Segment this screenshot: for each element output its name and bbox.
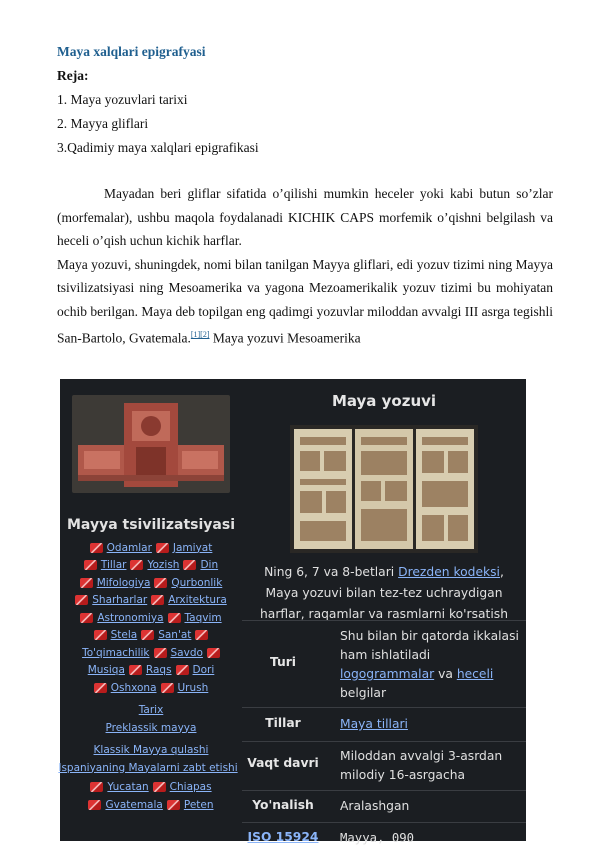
civilization-title: Mayya tsivilizatsiyasi [67,517,235,533]
nav-link-peten[interactable]: Peten [183,798,214,811]
nav-row [60,592,242,610]
nav-row [60,779,242,797]
plan-item: 1. Maya yozuvlari tarixi [57,92,188,107]
infobox-title: Maya yozuvi [331,392,437,410]
flag-icon [161,683,174,693]
row-value [340,715,520,734]
nav-link-musiqa[interactable]: Musiqa [87,664,125,677]
flag-icon [156,543,169,553]
nav-link-yucatan[interactable]: Yucatan [107,781,149,794]
paragraph-maya-script [57,253,553,351]
row-key: Vaqt davri [247,756,319,770]
paragraph-tail: Maya yozuvi Mesoamerika [209,330,361,346]
nav-row [60,539,242,557]
flag-icon [151,595,164,605]
dresden-codex-image[interactable] [290,425,478,553]
nav-link-odamlar[interactable]: Odamlar [106,541,152,554]
flag-icon [195,630,208,640]
flag-icon [80,613,93,623]
flag-icon [88,800,101,810]
flag-icon [90,543,103,553]
row-value-text: va [434,667,457,681]
syllabic-link[interactable]: heceli [456,667,494,681]
iso-15924-link[interactable]: ISO 15924 [247,830,319,844]
nav-link-toqimachilik[interactable]: To'qimachilik [82,646,150,659]
nav-link-astronomiya[interactable]: Astronomiya [97,611,164,624]
wiki-infobox-screenshot [58,379,526,845]
nav-link-qurbonlik[interactable]: Qurbonlik [171,576,223,589]
row-value: Aralashgan [340,799,410,813]
flag-icon [154,578,167,588]
nav-link-tillar[interactable]: Tillar [100,559,127,572]
nav-row [60,627,242,645]
row-key: Turi [269,655,297,669]
nav-link-sanat[interactable]: San'at [158,629,192,642]
flag-icon [80,578,93,588]
nav-link-sharharlar[interactable]: Sharharlar [92,594,148,607]
nav-row [60,557,242,575]
maya-relief-image [72,395,230,493]
nav-link-din[interactable]: Din [200,559,219,572]
nav-link-dori[interactable]: Dori [192,664,215,677]
nav-row [60,574,242,592]
row-value-text: belgilar [340,686,387,700]
nav-link-mifologiya[interactable]: Mifologiya [96,576,151,589]
row-value: Mayya, 090 [340,831,415,845]
caption-text: Ning 6, 7 va 8-betlari [264,565,399,579]
dresden-codex-link[interactable]: Drezden kodeksi [398,565,500,579]
nav-row [60,609,242,627]
caption-text: , Maya yozuvi bilan tez-tez uchraydigan harflar, raqamlar va rasmlarni ko'rsatish [260,565,508,621]
nav-link-yozish[interactable]: Yozish [147,559,180,572]
history-item [54,759,242,777]
flag-icon [168,613,181,623]
civilization-navbox [60,379,242,841]
flag-icon [167,800,180,810]
maya-languages-link[interactable]: Maya tillari [340,717,408,731]
table-row [242,707,526,741]
flag-icon [94,630,107,640]
row-value [340,627,520,703]
nav-row [60,796,242,814]
flag-icon [176,665,189,675]
flag-icon [153,782,166,792]
flag-icon [90,782,103,792]
logogram-link[interactable]: logogrammalar [340,667,435,681]
table-row [242,620,526,707]
plan-item: 3.Qadimiy maya xalqlari epigrafikasi [57,140,259,155]
tarix-heading [60,701,242,719]
flag-icon [183,560,196,570]
reference-link[interactable]: [1][2] [190,330,210,339]
plan-heading: Reja: [57,68,89,83]
paragraph-intro: Mayadan beri gliflar sifatida o’qilishi mumkin heceler yoki kabi butun so’zlar (morfemalar), ushbu maqola foydalanadi KICHIK CAPS morfemik o’qishni belgilash va heceli o’qish uchun kichik harflar. [57,186,553,248]
flag-icon [154,648,167,658]
flag-icon [141,630,154,640]
row-value-text: Shu bilan bir qatorda ikkalasi ham ishlatiladi [340,629,519,662]
nav-link-klassik-qulashi[interactable]: Klassik Mayya qulashi [93,743,209,756]
flag-icon [84,560,97,570]
row-key: Tillar [265,716,301,730]
nav-link-ispaniya-zabt[interactable]: Ispaniyaning Mayalarni zabt etishi [58,761,238,774]
plan-item: 2. Mayya gliflari [57,116,149,131]
nav-link-chiapas[interactable]: Chiapas [169,781,212,794]
nav-link-stela[interactable]: Stela [110,629,138,642]
nav-link-gvatemala[interactable]: Gvatemala [105,798,163,811]
info-table [242,620,526,853]
nav-link-raqs[interactable]: Raqs [145,664,172,677]
nav-row [60,662,242,680]
table-row [242,790,526,822]
nav-link-preklassik[interactable]: Preklassik mayya [105,721,197,734]
nav-link-urush[interactable]: Urush [177,681,209,694]
nav-link-arxitektura[interactable]: Arxitektura [168,594,227,607]
nav-link-savdo[interactable]: Savdo [170,646,203,659]
flag-icon [94,683,107,693]
history-item [60,719,242,737]
row-value: Miloddan avvalgi 3-asrdan milodiy 16-asrgacha [340,749,503,782]
nav-row [60,644,242,662]
flag-icon [207,648,220,658]
flag-icon [75,595,88,605]
nav-link-jamiyat[interactable]: Jamiyat [172,541,213,554]
script-infobox [242,379,526,845]
table-row [242,741,526,790]
paragraph-text: Maya yozuvi, shuningdek, nomi bilan tanilgan Mayya gliflari, edi yozuv tizimi ning Mayya tsivilizatsiyasi ning Mesoamerika va yagona Mezoamerikalik yozuv tizimi bu mohiyatan ochib berilgan. Maya deb topilgan eng qadimgi yozuvlar miloddan avvalgi III asrga tegishli San-Bartolo, Gvatemala. [57,256,553,346]
document-title: Maya xalqlari epigrafyasi [57,44,206,59]
nav-links [60,539,242,814]
nav-row [60,679,242,697]
history-item [60,741,242,759]
image-caption [250,562,518,625]
flag-icon [129,665,142,675]
row-key: Yo'nalish [252,798,314,812]
nav-link-taqvim[interactable]: Taqvim [184,611,222,624]
flag-icon [130,560,143,570]
nav-link-tarix[interactable]: Tarix [138,703,164,716]
table-row [242,822,526,853]
document-body [57,40,553,350]
nav-link-oshxona[interactable]: Oshxona [110,681,157,694]
